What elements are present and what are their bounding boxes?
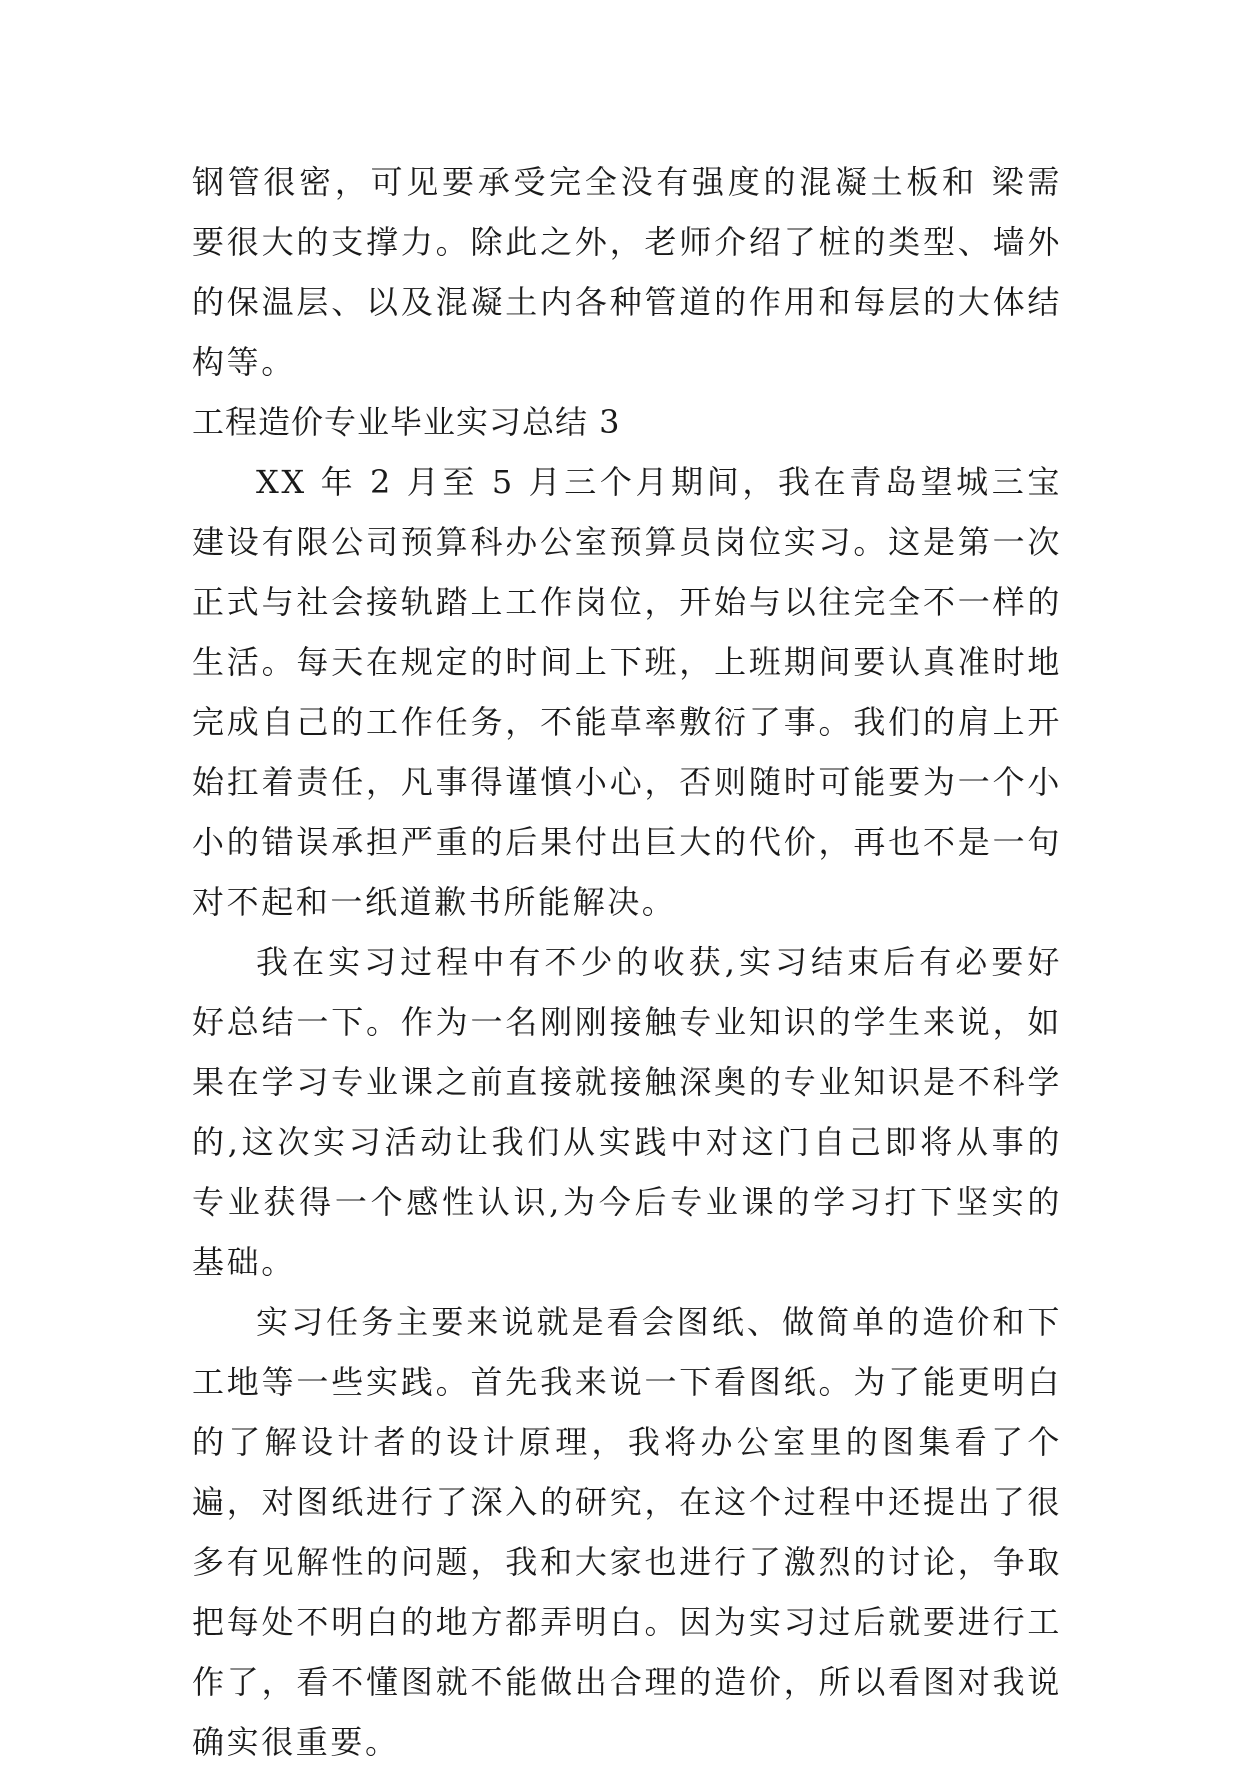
paragraph-1: XX 年 2 月至 5 月三个月期间，我在青岛望城三宝建设有限公司预算科办公室预算员岗位实习。这是第一次正式与社会接轨踏上工作岗位，开始与以往完全不一样的生活。每天在规定的时间上下班，上班期间要认真准时地完成自己的工作任务，不能草率敷衍了事。我们的肩上开始扛着责任，凡事得谨慎小心，否则随时可能要为一个小小的错误承担严重的后果付出巨大的代价，再也不是一句对不起和一纸道歉书所能解决。	[192, 463, 1062, 921]
paragraph-continued: 钢管很密，可见要承受完全没有强度的混凝土板和 梁需要很大的支撑力。除此之外，老师介绍了桩的类型、墙外的保温层、以及混凝土内各种管道的作用和每层的大体结构等。	[192, 163, 1062, 381]
paragraph-3: 实习任务主要来说就是看会图纸、做简单的造价和下工地等一些实践。首先我来说一下看图纸。为了能更明白的了解设计者的设计原理，我将办公室里的图集看了个遍，对图纸进行了深入的研究，在这个过程中还提出了很多有见解性的问题，我和大家也进行了激烈的讨论，争取把每处不明白的地方都弄明白。因为实习过后就要进行工作了，看不懂图就不能做出合理的造价，所以看图对我说确实很重要。	[192, 1303, 1062, 1761]
document-body	[192, 152, 1062, 1772]
paragraph-2: 我在实习过程中有不少的收获,实习结束后有必要好好总结一下。作为一名刚刚接触专业知识的学生来说，如果在学习专业课之前直接就接触深奥的专业知识是不科学的,这次实习活动让我们从实践中对这门自己即将从事的专业获得一个感性认识,为今后专业课的学习打下坚实的基础。	[192, 943, 1062, 1281]
section-heading: 工程造价专业毕业实习总结 3	[192, 403, 621, 441]
